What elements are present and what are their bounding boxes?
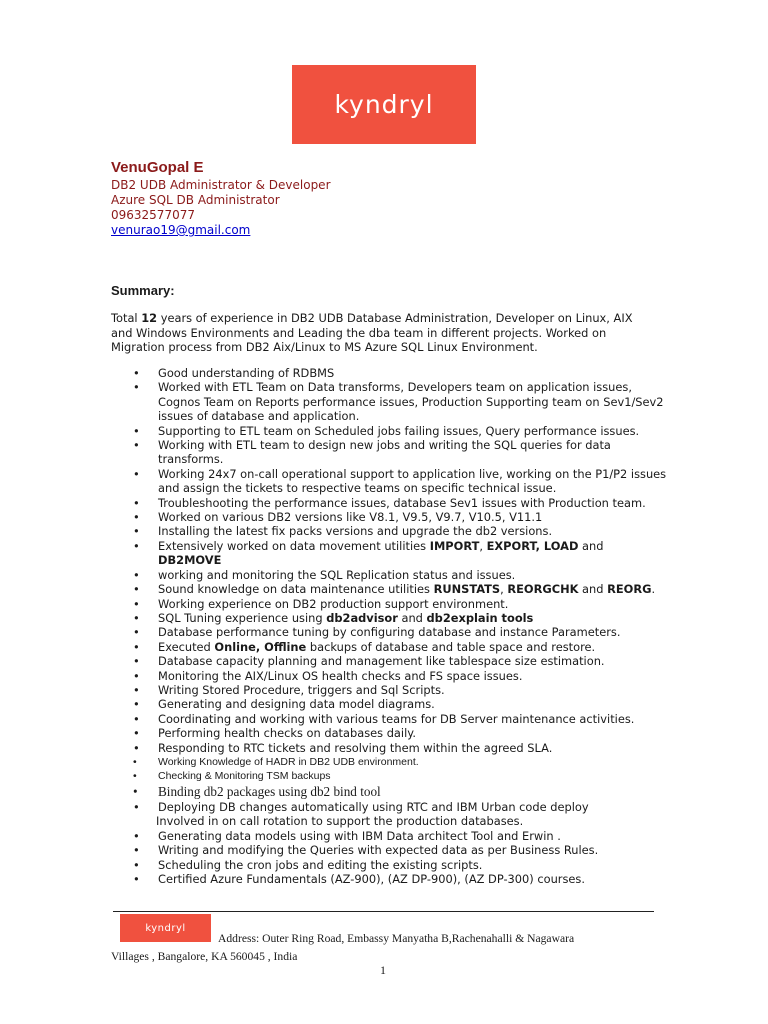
- list-item: • Generating data models using with IBM Data architect Tool and Erwin .: [111, 829, 671, 843]
- list-item: • Installing the latest fix packs versions and upgrade the db2 versions.: [111, 524, 671, 538]
- list-item: • Binding db2 packages using db2 bind tool: [111, 784, 671, 800]
- item-text: .: [651, 582, 656, 597]
- item-text: and: [578, 582, 608, 597]
- experience-list: [111, 366, 671, 886]
- item-text: and: [397, 610, 427, 625]
- intro-years: 12: [141, 311, 158, 325]
- logo-text: kyndryl: [334, 90, 434, 119]
- list-item: • Working with ETL team to design new jobs and writing the SQL queries for data transforms.: [111, 438, 671, 467]
- list-item: • Performing health checks on databases daily.: [111, 726, 671, 740]
- list-item: • Database performance tuning by configuring database and instance Parameters.: [111, 625, 671, 639]
- list-item: • Writing and modifying the Queries with expected data as per Business Rules.: [111, 843, 671, 857]
- address-line-2: Villages , Bangalore, KA 560045 , India: [111, 950, 298, 963]
- list-item: • Database capacity planning and management like tablespace size estimation.: [111, 654, 671, 668]
- intro-pre: Total: [111, 311, 142, 325]
- item-text: Executed: [158, 639, 215, 654]
- item-text: Sound knowledge on data maintenance utilities: [158, 582, 434, 597]
- list-item: [111, 640, 671, 654]
- list-item: [111, 582, 671, 596]
- role-line-1: DB2 UDB Administrator & Developer: [111, 178, 331, 192]
- list-item: [111, 539, 671, 568]
- list-item: Involved in on call rotation to support the production databases.: [156, 814, 524, 829]
- list-item: • Working 24x7 on-call operational support to application live, working on the P1/P2 issues and assign the tickets to respective teams on specific technical issue.: [111, 467, 671, 496]
- list-item: [111, 611, 671, 625]
- item-text: ,: [479, 538, 487, 553]
- item-text: ,: [500, 582, 508, 597]
- item-bold: IMPORT: [429, 538, 480, 553]
- item-bold: EXPORT, LOAD: [486, 538, 579, 553]
- list-item: • Responding to RTC tickets and resolving them within the agreed SLA.: [111, 741, 671, 755]
- list-item: • Working experience on DB2 production support environment.: [111, 597, 671, 611]
- list-item: • Troubleshooting the performance issues, database Sev1 issues with Production team.: [111, 496, 671, 510]
- footer-divider: [113, 911, 654, 912]
- list-item: • Supporting to ETL team on Scheduled jobs failing issues, Query performance issues.: [111, 424, 671, 438]
- kyndryl-logo: [292, 65, 476, 144]
- item-bold: db2advisor: [326, 610, 398, 625]
- intro-post: years of experience in DB2 UDB Database Administration, Developer on Linux, AIX and Windows Environments and Leading the dba team in different projects. Worked on Migration process from DB2 Aix/Linux to MS Azure SQL Linux Environment.: [111, 311, 633, 354]
- role-line-2: Azure SQL DB Administrator: [111, 193, 280, 207]
- item-bold: DB2MOVE: [158, 553, 222, 568]
- list-item: • Good understanding of RDBMS: [111, 366, 671, 380]
- item-text: backups of database and table space and restore.: [306, 639, 596, 654]
- item-bold: Online, Offline: [214, 639, 307, 654]
- footer-address: [111, 930, 671, 966]
- address-line-1: Address: Outer Ring Road, Embassy Manyatha B,Rachenahalli & Nagawara: [218, 932, 575, 945]
- list-item: • Monitoring the AIX/Linux OS health checks and FS space issues.: [111, 669, 671, 683]
- list-item: • Coordinating and working with various teams for DB Server maintenance activities.: [111, 712, 671, 726]
- list-item: • Writing Stored Procedure, triggers and Sql Scripts.: [111, 683, 671, 697]
- list-item: • Generating and designing data model diagrams.: [111, 697, 671, 711]
- item-bold: RUNSTATS: [433, 582, 501, 597]
- list-item: • Deploying DB changes automatically using RTC and IBM Urban code deploy: [111, 800, 671, 814]
- item-bold: REORG: [607, 582, 652, 597]
- item-text: SQL Tuning experience using: [158, 610, 327, 625]
- footer-logo-text: kyndryl: [145, 922, 186, 934]
- contact-header: [111, 158, 331, 238]
- item-bold: REORGCHK: [507, 582, 579, 597]
- item-text: Extensively worked on data movement utilities: [158, 538, 430, 553]
- summary-heading: Summary:: [111, 283, 175, 298]
- summary-intro: [111, 311, 656, 355]
- list-item: • Working Knowledge of HADR in DB2 UDB environment.: [111, 755, 671, 770]
- list-item: • Scheduling the cron jobs and editing the existing scripts.: [111, 858, 671, 872]
- email-link[interactable]: venurao19@gmail.com: [111, 223, 251, 237]
- candidate-name: VenuGopal E: [111, 159, 204, 176]
- list-item: • working and monitoring the SQL Replication status and issues.: [111, 568, 671, 582]
- item-text: and: [578, 538, 604, 553]
- list-item: • Worked on various DB2 versions like V8.1, V9.5, V9.7, V10.5, V11.1: [111, 510, 671, 524]
- page-number: 1: [380, 963, 386, 977]
- item-bold: db2explain tools: [426, 610, 534, 625]
- list-item: • Checking & Monitoring TSM backups: [111, 769, 671, 784]
- phone-number: 09632577077: [111, 208, 195, 222]
- list-item: • Worked with ETL Team on Data transforms, Developers team on application issues, Cognos Team on Reports performance issues, Production Supporting team on Sev1/Sev2 issues of database and application.: [111, 380, 671, 423]
- list-item: • Certified Azure Fundamentals (AZ-900), (AZ DP-900), (AZ DP-300) courses.: [111, 872, 671, 886]
